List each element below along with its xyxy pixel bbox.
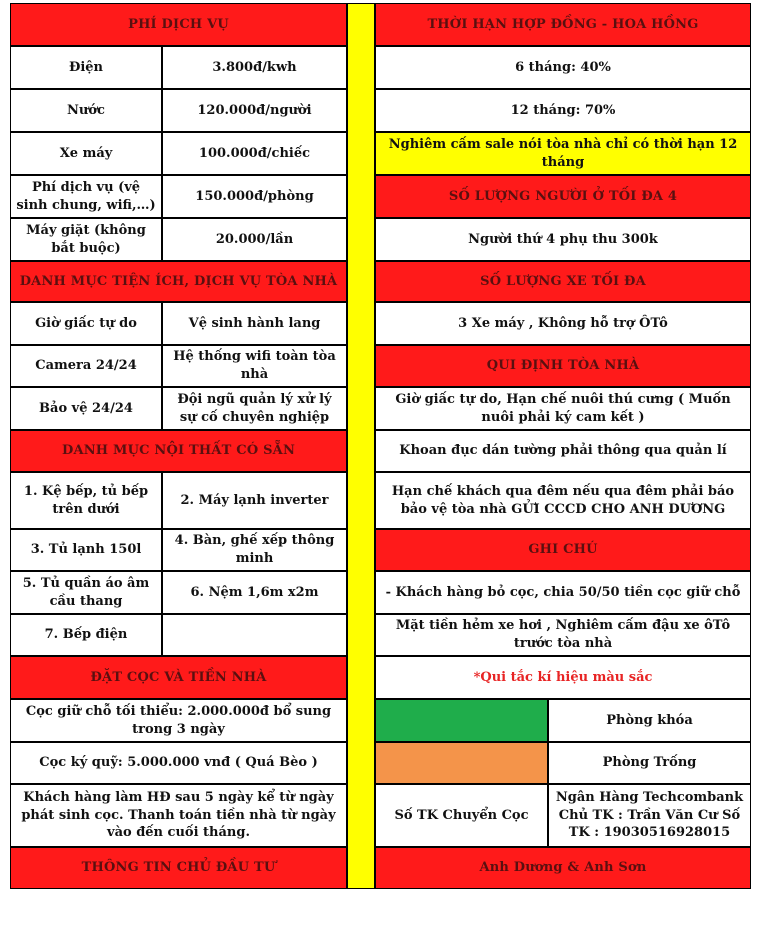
amenity-item: Camera 24/24 bbox=[10, 345, 162, 387]
contract-row: 6 tháng: 40% bbox=[375, 46, 751, 89]
service-name-washer: Máy giặt (không bắt buộc) bbox=[10, 218, 162, 261]
bank-account-info: Ngân Hàng Techcombank Chủ TK : Trần Văn Cư Số TK : 19030516928015 bbox=[548, 784, 751, 847]
contract-warning: Nghiêm cấm sale nói tòa nhà chỉ có thời hạn 12 tháng bbox=[375, 132, 751, 175]
service-name-electricity: Điện bbox=[10, 46, 162, 89]
deposit-row: Cọc ký quỹ: 5.000.000 vnđ ( Quá Bèo ) bbox=[10, 742, 347, 784]
legend-label-locked: Phòng khóa bbox=[548, 699, 751, 742]
notes-header: GHI CHÚ bbox=[375, 529, 751, 571]
rental-info-sheet bbox=[10, 3, 751, 889]
building-rule: Giờ giấc tự do, Hạn chế nuôi thú cưng ( Muốn nuôi phải ký cam kết ) bbox=[375, 387, 751, 430]
building-rules-header: QUI ĐỊNH TÒA NHÀ bbox=[375, 345, 751, 387]
contract-row: 12 tháng: 70% bbox=[375, 89, 751, 132]
investor-names: Anh Dương & Anh Sơn bbox=[375, 847, 751, 889]
service-name-general: Phí dịch vụ (vệ sinh chung, wifi,…) bbox=[10, 175, 162, 218]
service-value-water: 120.000đ/người bbox=[162, 89, 347, 132]
service-value-general: 150.000đ/phòng bbox=[162, 175, 347, 218]
building-rule: Khoan đục dán tường phải thông qua quản lí bbox=[375, 430, 751, 472]
furniture-item: 7. Bếp điện bbox=[10, 614, 162, 656]
service-value-washer: 20.000/lần bbox=[162, 218, 347, 261]
building-rule: Hạn chế khách qua đêm nếu qua đêm phải báo bảo vệ tòa nhà GỬI CCCD CHO ANH DƯƠNG bbox=[375, 472, 751, 529]
legend-swatch-green bbox=[375, 699, 548, 742]
bank-account-label: Số TK Chuyển Cọc bbox=[375, 784, 548, 847]
service-value-motorbike: 100.000đ/chiếc bbox=[162, 132, 347, 175]
furniture-item: 1. Kệ bếp, tủ bếp trên dưới bbox=[10, 472, 162, 529]
note-row: Mặt tiền hẻm xe hơi , Nghiêm cấm đậu xe ôTô trước tòa nhà bbox=[375, 614, 751, 656]
note-row: - Khách hàng bỏ cọc, chia 50/50 tiền cọc giữ chỗ bbox=[375, 571, 751, 614]
yellow-divider bbox=[347, 3, 375, 889]
service-fee-header: PHÍ DỊCH VỤ bbox=[10, 3, 347, 46]
service-name-water: Nước bbox=[10, 89, 162, 132]
max-people-note: Người thứ 4 phụ thu 300k bbox=[375, 218, 751, 261]
amenity-item: Bảo vệ 24/24 bbox=[10, 387, 162, 430]
furniture-item: 4. Bàn, ghế xếp thông minh bbox=[162, 529, 347, 571]
amenity-header: DANH MỤC TIỆN ÍCH, DỊCH VỤ TÒA NHÀ bbox=[10, 261, 347, 302]
furniture-header: DANH MỤC NỘI THẤT CÓ SẴN bbox=[10, 430, 347, 472]
furniture-item: 3. Tủ lạnh 150l bbox=[10, 529, 162, 571]
max-vehicle-note: 3 Xe máy , Không hỗ trợ ÔTô bbox=[375, 302, 751, 345]
legend-swatch-orange bbox=[375, 742, 548, 784]
legend-label-vacant: Phòng Trống bbox=[548, 742, 751, 784]
max-people-header: SỐ LƯỢNG NGƯỜI Ở TỐI ĐA 4 bbox=[375, 175, 751, 218]
furniture-item: 6. Nệm 1,6m x2m bbox=[162, 571, 347, 614]
furniture-item: 2. Máy lạnh inverter bbox=[162, 472, 347, 529]
amenity-item: Giờ giấc tự do bbox=[10, 302, 162, 345]
amenity-item: Vệ sinh hành lang bbox=[162, 302, 347, 345]
investor-header: THÔNG TIN CHỦ ĐẦU TƯ bbox=[10, 847, 347, 889]
deposit-row: Khách hàng làm HĐ sau 5 ngày kể từ ngày phát sinh cọc. Thanh toán tiền nhà từ ngày vào đến cuối tháng. bbox=[10, 784, 347, 847]
service-value-electricity: 3.800đ/kwh bbox=[162, 46, 347, 89]
contract-header: THỜI HẠN HỢP ĐỒNG - HOA HỒNG bbox=[375, 3, 751, 46]
furniture-item-empty bbox=[162, 614, 347, 656]
amenity-item: Đội ngũ quản lý xử lý sự cố chuyên nghiệp bbox=[162, 387, 347, 430]
amenity-item: Hệ thống wifi toàn tòa nhà bbox=[162, 345, 347, 387]
max-vehicle-header: SỐ LƯỢNG XE TỐI ĐA bbox=[375, 261, 751, 302]
furniture-item: 5. Tủ quần áo âm cầu thang bbox=[10, 571, 162, 614]
deposit-header: ĐẶT CỌC VÀ TIỀN NHÀ bbox=[10, 656, 347, 699]
service-name-motorbike: Xe máy bbox=[10, 132, 162, 175]
color-legend-title: *Qui tắc kí hiệu màu sắc bbox=[375, 656, 751, 699]
deposit-row: Cọc giữ chỗ tối thiểu: 2.000.000đ bổ sung trong 3 ngày bbox=[10, 699, 347, 742]
